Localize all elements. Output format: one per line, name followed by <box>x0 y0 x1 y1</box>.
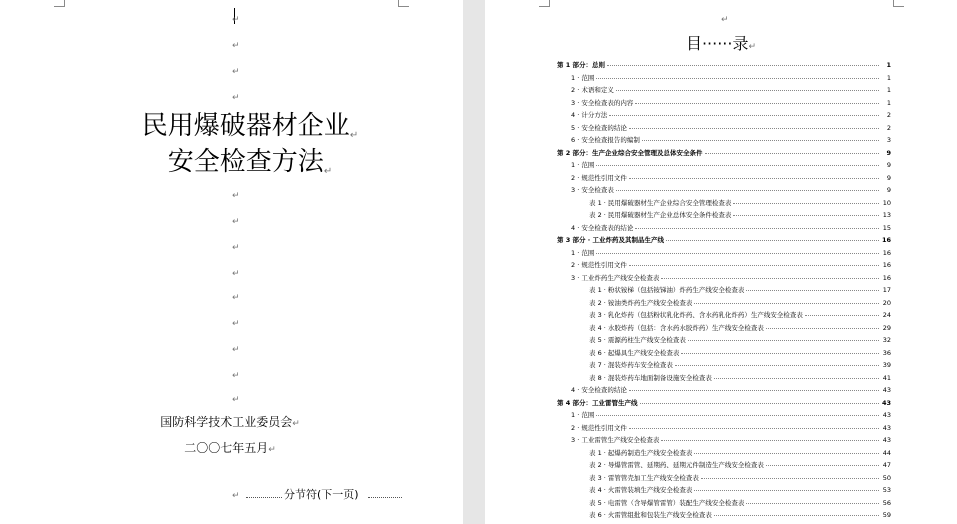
paragraph-mark-icon: ↵ <box>721 15 729 25</box>
paragraph-mark-icon: ↵ <box>232 345 240 355</box>
toc-leader-dots <box>629 420 879 429</box>
toc-entry-text: 6 · 安全检查报告的编制 <box>571 136 640 144</box>
paragraph-mark-icon: ↵ <box>232 93 240 103</box>
toc-entry-text: 1 · 范围 <box>571 73 595 82</box>
paragraph-mark-icon: ↵ <box>232 15 240 25</box>
paragraph-mark-icon: ↵ <box>232 243 240 253</box>
toc-leader-dots <box>694 295 879 304</box>
toc-leader-dots <box>609 107 879 116</box>
toc-leader-dots <box>681 345 879 354</box>
margin-corner <box>893 0 904 7</box>
toc-entry[interactable] <box>557 508 891 521</box>
paragraph-mark-icon: ↵ <box>232 217 240 227</box>
toc-leader-dots <box>629 257 879 266</box>
paragraph-mark-icon: ↵ <box>232 67 240 77</box>
toc-leader-dots <box>675 357 879 366</box>
paragraph-mark-icon: ↵ <box>232 269 240 279</box>
paragraph-mark-icon: ↵ <box>292 419 300 429</box>
date-line[interactable] <box>80 441 380 455</box>
toc-page-number: 16 <box>882 248 891 257</box>
toc-page-number: 20 <box>882 298 891 307</box>
toc-page-number: 3 <box>886 136 891 144</box>
toc-leader-dots <box>596 407 879 416</box>
toc-leader-dots <box>805 307 879 316</box>
toc-leader-dots <box>629 120 879 129</box>
toc-leader-dots <box>629 170 879 179</box>
toc-entry-text: 第 4 部分：工业雷管生产线 <box>557 398 638 407</box>
toc-entry-text: 2 · 术语和定义 <box>571 86 614 94</box>
toc-entry-text: 表 5 · 电雷管（含导爆管雷管）装配生产线安全检查表 <box>589 498 745 507</box>
toc-leader-dots <box>733 195 879 204</box>
toc-page-number: 56 <box>882 498 891 507</box>
toc-page <box>485 0 957 524</box>
title-text: 民用爆破器材企业 <box>141 111 350 141</box>
toc-leader-dots <box>661 270 879 279</box>
toc-page-number: 39 <box>882 361 891 369</box>
toc-page-number: 41 <box>882 373 891 382</box>
toc-leader-dots <box>714 370 879 379</box>
toc-entry-text: 2 · 规范性引用文件 <box>571 173 627 182</box>
paragraph-mark-icon: ↵ <box>232 293 240 303</box>
toc-leader-dots <box>661 432 879 441</box>
toc-page-number: 50 <box>882 473 891 482</box>
section-break-dots <box>246 497 282 498</box>
toc-page-number: 53 <box>882 486 891 494</box>
toc-leader-dots <box>694 482 879 491</box>
toc-entry-text: 第 3 部分 · 工业炸药及其制品生产线 <box>557 236 665 244</box>
toc-leader-dots <box>596 157 879 166</box>
section-break-dots <box>368 497 402 498</box>
toc-page-number: 17 <box>882 286 891 294</box>
toc-entry-text: 表 2 · 民用爆破器材生产企业总体安全条件检查表 <box>589 211 732 219</box>
toc-page-number: 43 <box>882 436 891 444</box>
toc-leader-dots <box>766 320 879 329</box>
paragraph-mark-icon: ↵ <box>232 191 240 201</box>
toc-entry-text: 表 8 · 混装炸药车地面制备设施安全检查表 <box>589 373 712 382</box>
paragraph-mark-icon: ↵ <box>232 371 240 381</box>
toc-entry-text: 4 · 计分方法 <box>571 111 608 119</box>
toc-leader-dots <box>746 495 879 504</box>
toc-entry-text: 3 · 安全检查表的内容 <box>571 98 634 107</box>
date-text: 二〇〇七年五月 <box>184 441 269 455</box>
title-text: 安全检查方法 <box>167 147 324 177</box>
toc-page-number: 9 <box>886 148 891 157</box>
toc-entry-text: 4 · 安全检查表的结论 <box>571 223 634 232</box>
toc-page-number: 2 <box>886 111 891 119</box>
toc-leader-dots <box>688 332 879 341</box>
toc-page-number: 1 <box>886 73 891 82</box>
toc-leader-dots <box>705 145 879 154</box>
toc-page-number: 59 <box>882 511 891 519</box>
toc-entry-text: 表 4 · 水胶炸药（包括：含水药水胶炸药）生产线安全检查表 <box>589 323 764 332</box>
toc-page-number: 43 <box>881 398 891 407</box>
toc-page-number: 47 <box>882 461 891 469</box>
toc-leader-dots <box>616 82 879 91</box>
section-break-label: 分节符(下一页) <box>284 488 359 501</box>
toc-entry-text: 表 3 · 雷管管壳加工生产线安全检查表 <box>589 473 699 482</box>
toc-entry-text: 3 · 工业雷管生产线安全检查表 <box>571 436 660 444</box>
organization-line[interactable] <box>80 415 380 429</box>
cover-page <box>0 0 463 524</box>
toc-entry-text: 表 2 · 铵油类炸药生产线安全检查表 <box>589 298 693 307</box>
toc-page-number: 29 <box>882 323 891 332</box>
toc-leader-dots <box>607 57 879 66</box>
toc-leader-dots <box>596 245 879 254</box>
toc-leader-dots <box>616 182 879 191</box>
paragraph-mark-icon: ↵ <box>349 130 359 141</box>
toc-entry-text: 2 · 规范性引用文件 <box>571 261 627 269</box>
toc-page-number: 9 <box>886 186 891 194</box>
toc-list <box>557 58 891 521</box>
paragraph-mark-icon: ↵ <box>323 166 333 177</box>
toc-leader-dots <box>640 395 879 404</box>
section-break-marker[interactable] <box>246 489 406 501</box>
toc-page-number: 36 <box>882 348 891 357</box>
paragraph-mark-icon: ↵ <box>268 445 276 455</box>
toc-title[interactable] <box>485 34 957 54</box>
paragraph-mark-icon: ↵ <box>232 491 240 501</box>
toc-title-text: 目······录 <box>685 34 749 53</box>
toc-page-number: 16 <box>882 273 891 282</box>
toc-page-number: 2 <box>886 123 891 132</box>
paragraph-mark-icon: ↵ <box>232 41 240 51</box>
toc-entry-text: 表 2 · 导爆管雷管、延期药、延期元件制造生产线安全检查表 <box>589 461 764 469</box>
page-gutter <box>463 0 485 524</box>
toc-entry-text: 2 · 规范性引用文件 <box>571 423 627 432</box>
toc-page-number: 43 <box>882 411 891 419</box>
toc-page-number: 43 <box>882 423 891 432</box>
toc-page-number: 9 <box>886 161 891 169</box>
document-title-line2[interactable] <box>60 146 440 178</box>
toc-entry-text: 表 6 · 起爆具生产线安全检查表 <box>589 348 680 357</box>
toc-page-number: 1 <box>886 98 891 107</box>
toc-page-number: 44 <box>882 448 891 457</box>
toc-entry-text: 1 · 范围 <box>571 411 595 419</box>
toc-page-number: 24 <box>882 311 891 319</box>
margin-corner <box>539 0 550 7</box>
toc-page-number: 16 <box>881 236 891 244</box>
toc-page-number: 32 <box>882 336 891 344</box>
toc-page-number: 16 <box>882 261 891 269</box>
toc-leader-dots <box>746 282 879 291</box>
toc-leader-dots <box>629 382 879 391</box>
toc-leader-dots <box>766 457 879 466</box>
toc-leader-dots <box>714 507 879 516</box>
toc-page-number: 13 <box>882 211 891 219</box>
toc-page-number: 15 <box>882 223 891 232</box>
toc-leader-dots <box>694 445 879 454</box>
toc-leader-dots <box>701 470 879 479</box>
toc-entry-text: 3 · 工业炸药生产线安全检查表 <box>571 273 660 282</box>
toc-leader-dots <box>666 232 879 241</box>
toc-entry-text: 表 6 · 火雷管组批和包装生产线安全检查表 <box>589 511 712 519</box>
toc-entry-text: 第 1 部分：总则 <box>557 61 606 69</box>
toc-entry-text: 4 · 安全检查的结论 <box>571 386 627 394</box>
paragraph-mark-icon: ↵ <box>232 395 240 405</box>
margin-corner <box>398 0 409 7</box>
document-title-line1[interactable] <box>60 110 440 142</box>
toc-leader-dots <box>596 70 879 79</box>
margin-corner <box>54 0 65 7</box>
toc-entry-text: 表 5 · 震源药柱生产线安全检查表 <box>589 336 686 344</box>
toc-page-number: 10 <box>882 198 891 207</box>
toc-entry-text: 表 1 · 粉状铵梯（包括铵锑油）炸药生产线安全检查表 <box>589 286 745 294</box>
toc-entry-text: 5 · 安全检查的结论 <box>571 123 627 132</box>
organization-text: 国防科学技术工业委员会 <box>160 415 293 429</box>
toc-entry-text: 表 7 · 混装炸药车安全检查表 <box>589 361 673 369</box>
paragraph-mark-icon: ↵ <box>232 319 240 329</box>
toc-page-number: 1 <box>886 86 891 94</box>
toc-page-number: 43 <box>882 386 891 394</box>
toc-entry-text: 1 · 范围 <box>571 161 595 169</box>
toc-entry-text: 表 4 · 火雷管装填生产线安全检查表 <box>589 486 693 494</box>
toc-entry-text: 表 1 · 起爆药制造生产线安全检查表 <box>589 448 693 457</box>
toc-entry-text: 3 · 安全检查表 <box>571 186 614 194</box>
toc-entry-text: 第 2 部分：生产企业综合安全管理及总体安全条件 <box>557 148 703 157</box>
toc-entry-text: 1 · 范围 <box>571 248 595 257</box>
toc-entry-text: 表 3 · 乳化炸药（包括粉状乳化炸药、含水药乳化炸药）生产线安全检查表 <box>589 311 803 319</box>
toc-leader-dots <box>635 95 879 104</box>
toc-leader-dots <box>635 220 879 229</box>
toc-page-number: 1 <box>886 61 891 69</box>
toc-leader-dots <box>733 207 879 216</box>
toc-page-number: 9 <box>886 173 891 182</box>
paragraph-mark-icon: ↵ <box>748 42 757 52</box>
toc-leader-dots <box>642 132 879 141</box>
toc-entry-text: 表 1 · 民用爆破器材生产企业综合安全管理检查表 <box>589 198 732 207</box>
